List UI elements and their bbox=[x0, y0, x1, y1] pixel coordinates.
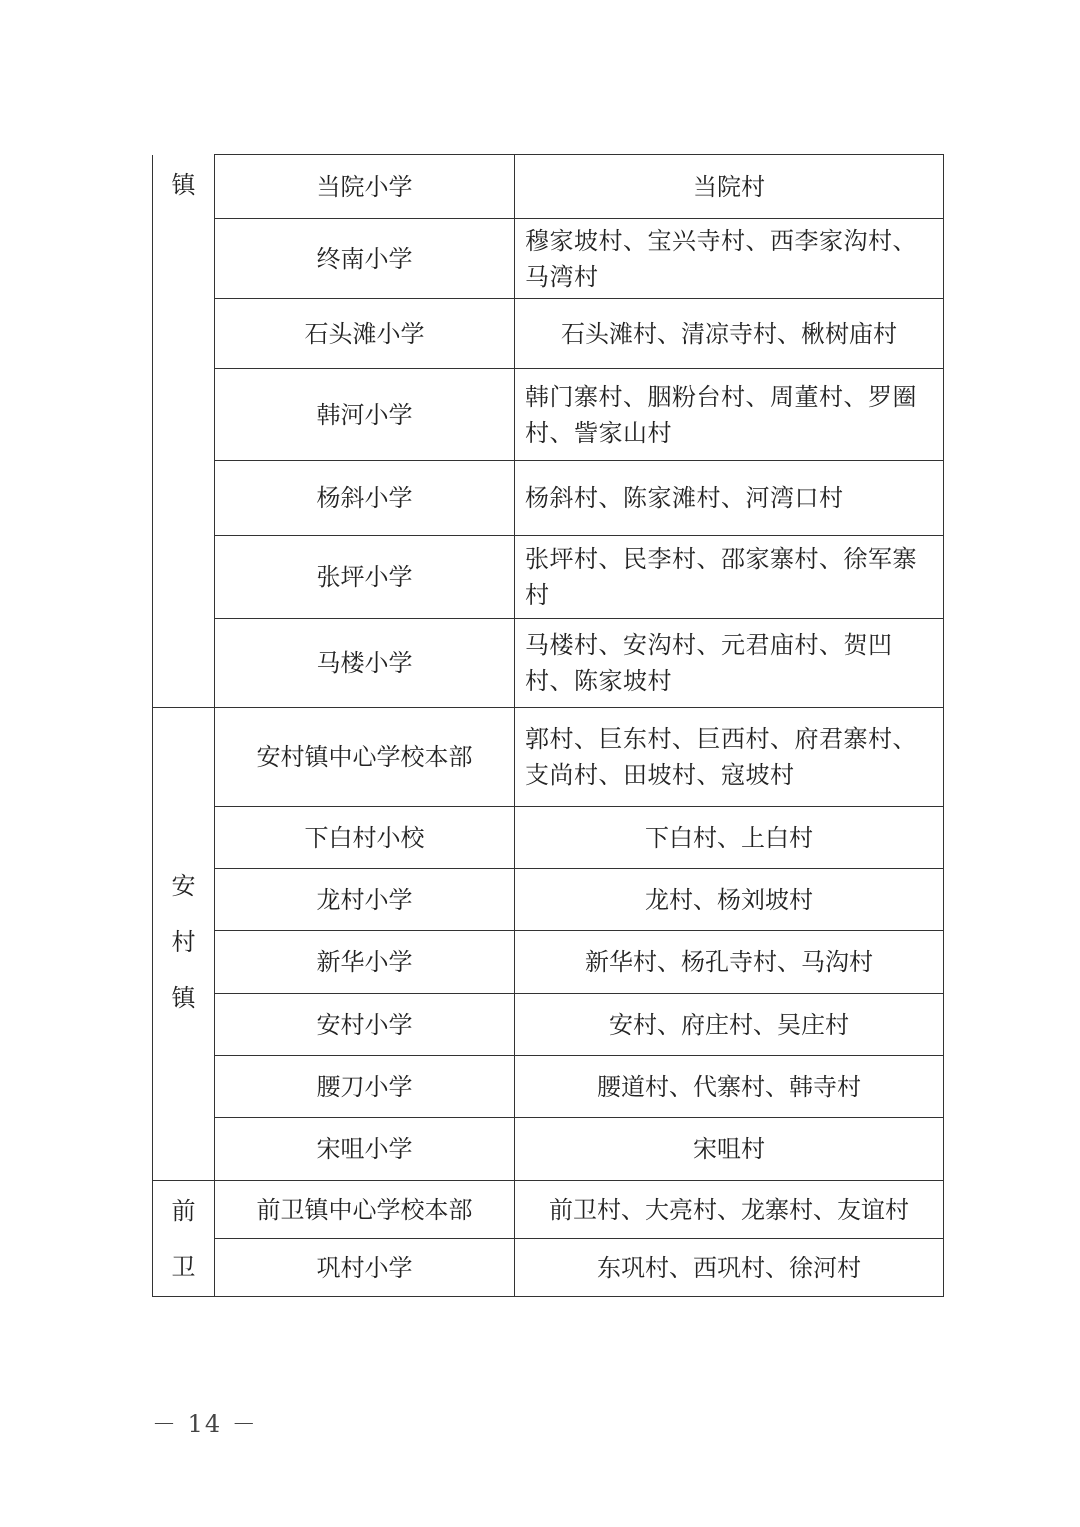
table-row bbox=[153, 461, 944, 536]
table-body bbox=[153, 155, 944, 1297]
villages-cell: 郭村、巨东村、巨西村、府君寨村、支尚村、田坡村、寇坡村 bbox=[515, 708, 944, 807]
school-cell: 龙村小学 bbox=[215, 869, 515, 931]
town-cell bbox=[153, 1181, 215, 1297]
villages-cell: 东巩村、西巩村、徐河村 bbox=[515, 1239, 944, 1297]
table-row bbox=[153, 1239, 944, 1297]
villages-cell: 下白村、上白村 bbox=[515, 807, 944, 869]
table-row bbox=[153, 219, 944, 299]
table-row bbox=[153, 1118, 944, 1181]
table-row bbox=[153, 536, 944, 619]
table-row bbox=[153, 1181, 944, 1239]
villages-cell: 安村、府庄村、吴庄村 bbox=[515, 994, 944, 1056]
table-row bbox=[153, 299, 944, 369]
school-cell: 前卫镇中心学校本部 bbox=[215, 1181, 515, 1239]
school-cell: 石头滩小学 bbox=[215, 299, 515, 369]
villages-cell: 张坪村、民李村、邵家寨村、徐军寨村 bbox=[515, 536, 944, 619]
school-cell: 新华小学 bbox=[215, 931, 515, 994]
town-char: 村 bbox=[171, 928, 196, 956]
villages-cell: 宋咀村 bbox=[515, 1118, 944, 1181]
villages-cell: 韩门寨村、胭粉台村、周董村、罗圈村、訾家山村 bbox=[515, 369, 944, 461]
table-row bbox=[153, 931, 944, 994]
town-cell bbox=[153, 155, 215, 708]
villages-cell: 杨斜村、陈家滩村、河湾口村 bbox=[515, 461, 944, 536]
town-name bbox=[153, 157, 214, 213]
town-name bbox=[153, 1183, 214, 1295]
villages-cell: 石头滩村、清凉寺村、楸树庙村 bbox=[515, 299, 944, 369]
villages-cell: 马楼村、安沟村、元君庙村、贺凹村、陈家坡村 bbox=[515, 619, 944, 708]
school-cell: 宋咀小学 bbox=[215, 1118, 515, 1181]
town-char: 前 bbox=[171, 1197, 196, 1225]
table-row bbox=[153, 155, 944, 219]
villages-cell: 穆家坡村、宝兴寺村、西李家沟村、马湾村 bbox=[515, 219, 944, 299]
school-cell: 安村小学 bbox=[215, 994, 515, 1056]
table-row bbox=[153, 1056, 944, 1118]
villages-cell: 前卫村、大亮村、龙寨村、友谊村 bbox=[515, 1181, 944, 1239]
town-char: 镇 bbox=[171, 984, 196, 1012]
town-char: 卫 bbox=[171, 1253, 196, 1281]
town-name bbox=[153, 858, 214, 1026]
table-row bbox=[153, 619, 944, 708]
school-cell: 安村镇中心学校本部 bbox=[215, 708, 515, 807]
villages-schools-table bbox=[152, 154, 944, 1297]
school-cell: 张坪小学 bbox=[215, 536, 515, 619]
school-cell: 马楼小学 bbox=[215, 619, 515, 708]
town-char: 镇 bbox=[171, 170, 196, 199]
villages-cell: 当院村 bbox=[515, 155, 944, 219]
town-cell bbox=[153, 708, 215, 1181]
villages-cell: 龙村、杨刘坡村 bbox=[515, 869, 944, 931]
table-row bbox=[153, 869, 944, 931]
villages-cell: 新华村、杨孔寺村、马沟村 bbox=[515, 931, 944, 994]
page-number: － 14 － bbox=[152, 1410, 258, 1438]
table-row bbox=[153, 994, 944, 1056]
school-cell: 杨斜小学 bbox=[215, 461, 515, 536]
school-cell: 巩村小学 bbox=[215, 1239, 515, 1297]
school-cell: 下白村小校 bbox=[215, 807, 515, 869]
school-cell: 韩河小学 bbox=[215, 369, 515, 461]
school-cell: 腰刀小学 bbox=[215, 1056, 515, 1118]
table-row bbox=[153, 369, 944, 461]
villages-cell: 腰道村、代寨村、韩寺村 bbox=[515, 1056, 944, 1118]
town-char: 安 bbox=[171, 872, 196, 900]
table-row bbox=[153, 807, 944, 869]
school-cell: 终南小学 bbox=[215, 219, 515, 299]
school-cell: 当院小学 bbox=[215, 155, 515, 219]
table-row bbox=[153, 708, 944, 807]
